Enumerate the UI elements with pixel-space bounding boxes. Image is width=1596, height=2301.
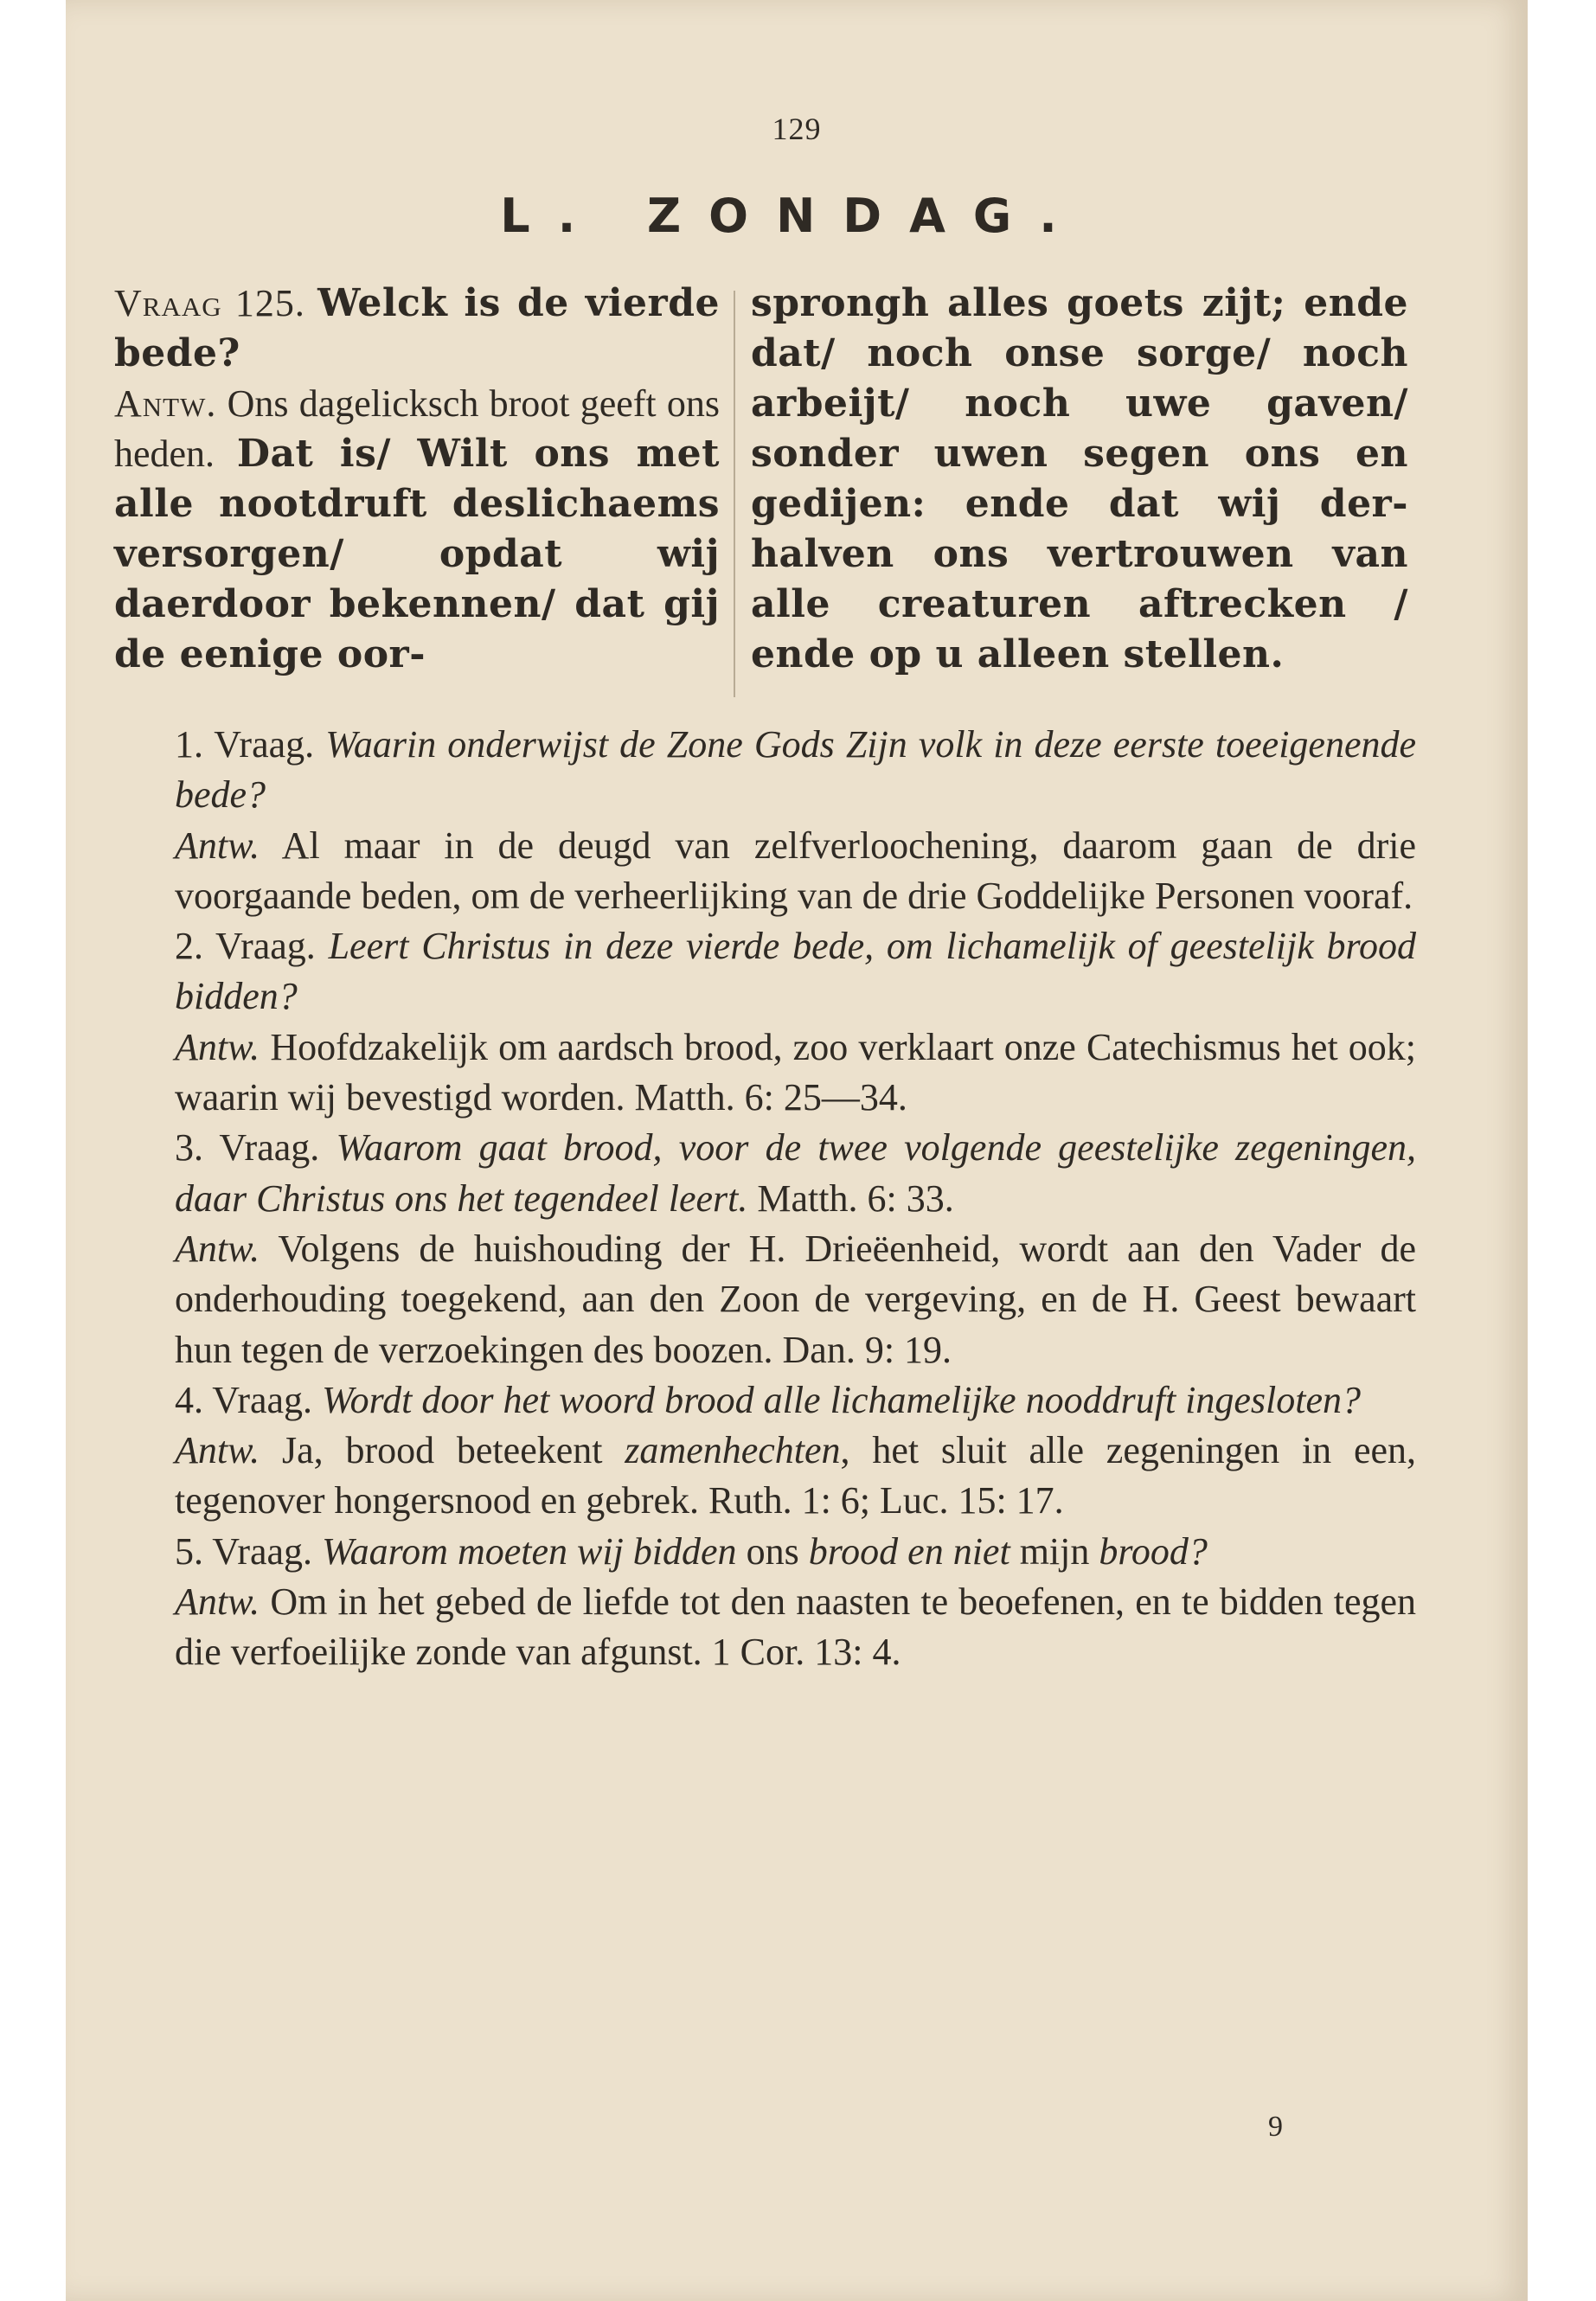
question-label: 1. Vraag.	[175, 723, 315, 766]
question-label: 5. Vraag.	[175, 1529, 313, 1573]
question-label: 3. Vraag.	[175, 1126, 320, 1170]
qa-question	[114, 1123, 1416, 1224]
question-text: brood?	[1099, 1529, 1208, 1573]
question-label: 2. Vraag.	[175, 925, 316, 968]
answer-text: Om in het gebed de liefde tot den naasten te beoefenen, en te bidden tegen die verfoeilijke zonde van afgunst. 1 Cor. 13: 4.	[175, 1580, 1417, 1674]
answer-text: Hoofdzakelijk om aardsch brood, zoo verklaart onze Catechismus het ook; waarin wij bevestigd worden. Matth. 6: 25—34.	[175, 1025, 1417, 1119]
question-label: Vraag 125.	[114, 282, 305, 324]
qa-question	[114, 921, 1416, 1022]
answer-text-roman: Ons dagelicksch broot geeft ons heden.	[114, 382, 721, 475]
commentary	[114, 720, 1416, 1678]
qa-question	[114, 720, 1416, 821]
qa-question	[114, 1527, 1416, 1577]
question-text: Leert Christus in deze vierde bede, om lichamelijk of geestelijk brood bidden?	[175, 925, 1416, 1018]
qa-answer	[114, 821, 1416, 922]
question-text: Waarin onderwijst de Zone Gods Zijn volk in deze eerste toeeigenende bede?	[175, 723, 1417, 817]
answer-label: Antw.	[175, 1025, 260, 1068]
question-text: Waarom moeten wij bidden	[322, 1529, 737, 1573]
answer-label: Antw.	[175, 824, 260, 867]
qa-answer	[114, 1577, 1416, 1678]
answer-label: Antw.	[114, 382, 217, 425]
qa-question	[114, 1375, 1416, 1426]
answer-text: Ja, brood beteekent	[282, 1429, 603, 1472]
qa-answer	[114, 1426, 1416, 1527]
qa-answer	[114, 1224, 1416, 1375]
question-text: Wordt door het woord brood alle lichamelijke nooddruft ingesloten?	[322, 1378, 1362, 1421]
answer-text-gothic-left: Dat is/ Wilt ons met alle nootdruft deslichaems versorgen/ opdat wij daerdoor bekennen/ dat gij de eenige oor-	[114, 432, 720, 676]
answer-label: Antw.	[175, 1580, 260, 1624]
question-text-roman: ons	[746, 1529, 799, 1573]
question-text: Welck is de vierde bede?	[114, 281, 720, 375]
catechism-left-column	[114, 279, 720, 680]
qa-answer	[114, 1022, 1416, 1124]
question-text: Waarom gaat brood, voor de twee volgende geestelijke zegeningen, daar Christus ons het tegendeel leert.	[175, 1126, 1416, 1220]
book-page	[66, 0, 1528, 2301]
answer-text-gothic-right: sprongh alles goets zijt; ende dat/ noch onse sorge/ noch arbeijt/ noch uwe gaven/ sonder uwen segen ons en gedijen: ende dat wij der-halven ons vertrouwen van alle creaturen aftrecken / ende op u alleen stellen.	[751, 281, 1408, 676]
answer-emphasis: zamenhechten	[625, 1429, 841, 1472]
answer-text: Al maar in de deugd van zelfverloochening, daarom gaan de drie voorgaande beden, om de verheerlijking van de drie Goddelijke Personen vooraf.	[175, 824, 1416, 917]
chapter-title: L. ZONDAG.	[500, 189, 1085, 243]
question-text-roman: mijn	[1019, 1529, 1090, 1573]
question-reference: Matth. 6: 33.	[757, 1176, 954, 1220]
answer-text: Volgens de huishouding der H. Drieëenheid, wordt aan den Vader de onderhouding toegekend, aan den Zoon de vergeving, en de H. Geest bewaart hun tegen de verzoekingen des boozen. Dan. 9: 19.	[175, 1227, 1416, 1371]
signature-mark: 9	[1268, 2111, 1283, 2143]
question-label: 4. Vraag.	[175, 1378, 313, 1421]
column-divider	[734, 291, 735, 697]
answer-label: Antw.	[175, 1227, 260, 1270]
page-number: 129	[772, 112, 822, 146]
answer-label: Antw.	[175, 1429, 260, 1472]
catechism-right-column	[751, 279, 1408, 680]
answer-text-continued: , het sluit alle zegeningen in een, tegenover hongersnood en gebrek. Ruth. 1: 6; Luc. 15: 17.	[175, 1429, 1417, 1522]
question-text: brood en niet	[808, 1529, 1010, 1573]
